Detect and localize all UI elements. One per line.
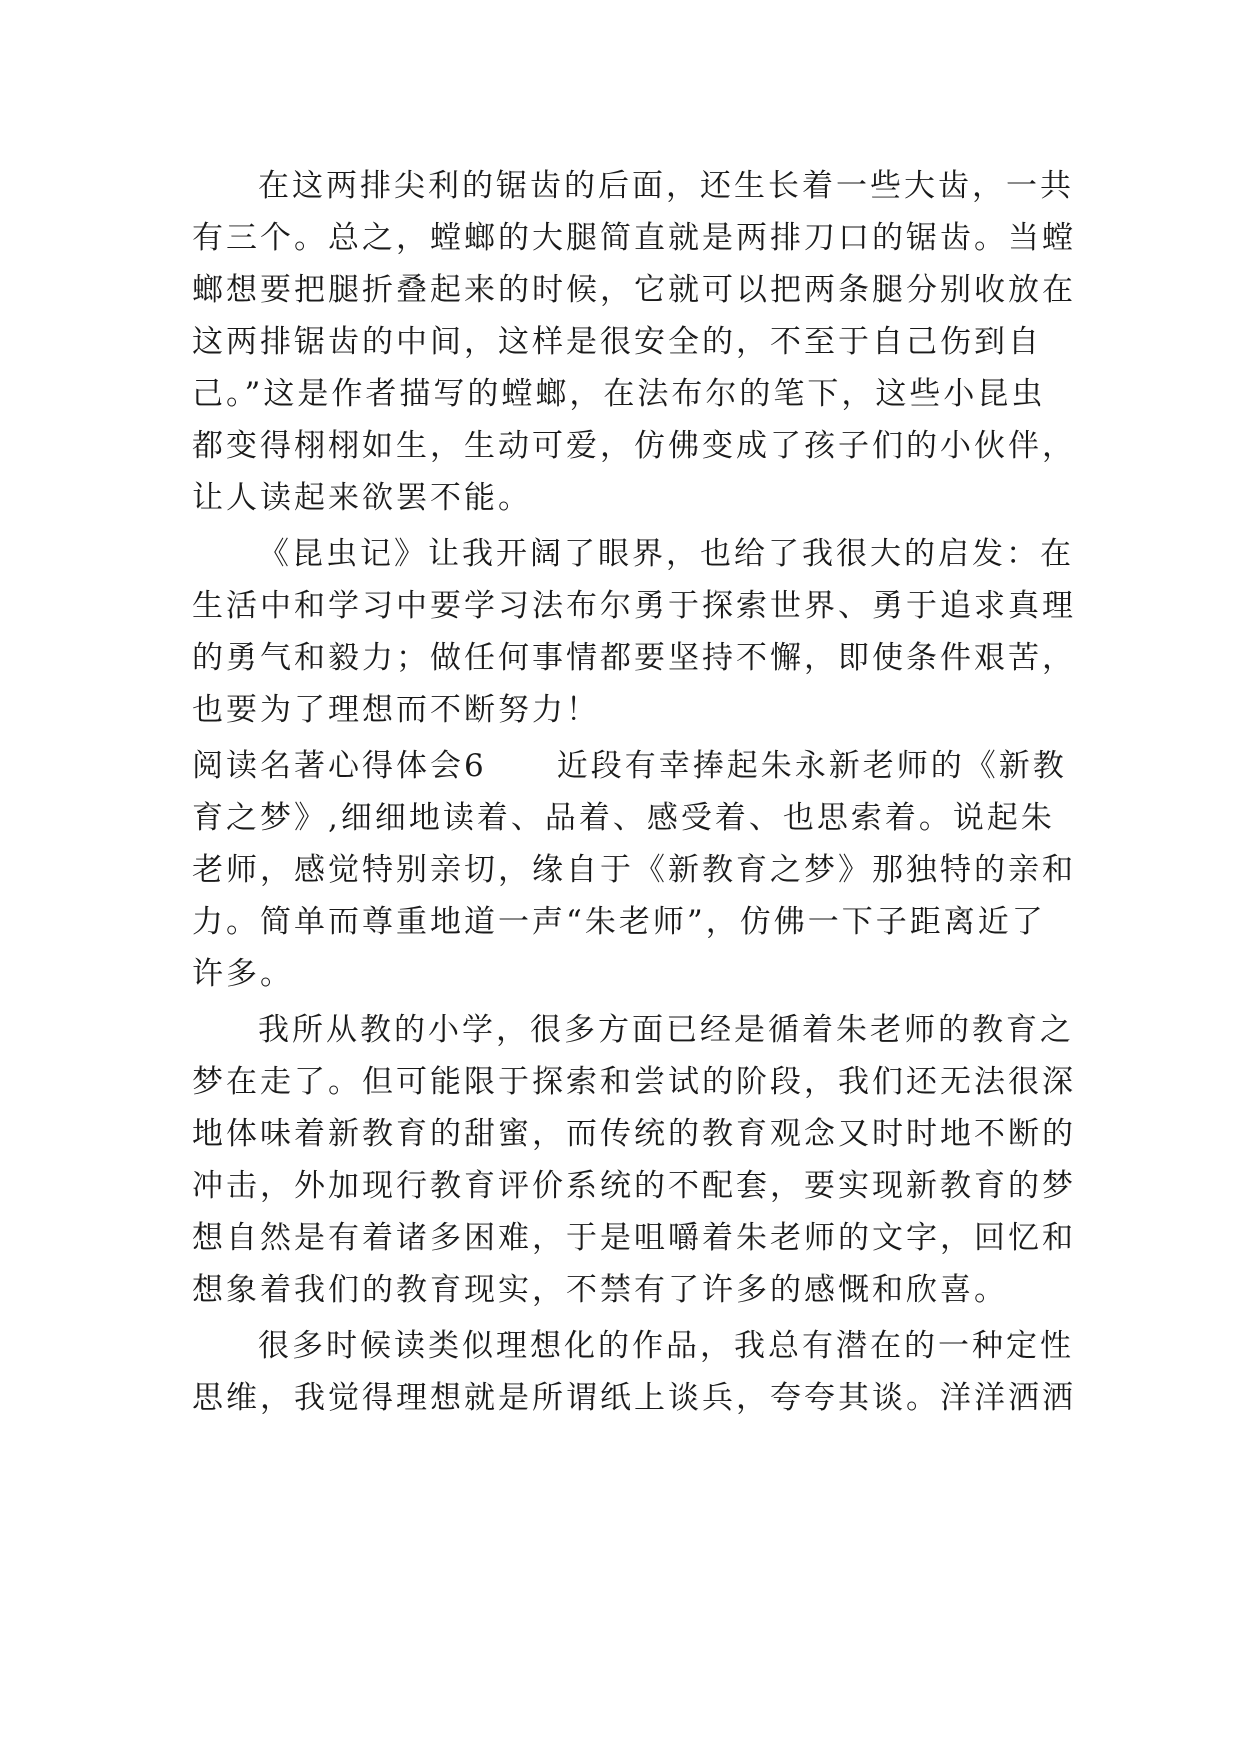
text-line: 这两排锯齿的中间，这样是很安全的，不至于自己伤到自 (192, 324, 1042, 360)
paragraph (192, 1320, 1076, 1424)
paragraph (192, 160, 1076, 524)
text-line: 很多时候读类似理想化的作品，我总有潜在的一种定性 (258, 1328, 1074, 1364)
text-line: 冲击，外加现行教育评价系统的不配套，要实现新教育的梦 (192, 1168, 1076, 1204)
text-line: 想象着我们的教育现实，不禁有了许多的感慨和欣喜。 (192, 1272, 1008, 1308)
text-line: 都变得栩栩如生，生动可爱，仿佛变成了孩子们的小伙伴， (192, 428, 1076, 464)
text-line: 老师，感觉特别亲切，缘自于《新教育之梦》那独特的亲和 (192, 852, 1076, 888)
text-line: 想自然是有着诸多困难，于是咀嚼着朱老师的文字，回忆和 (192, 1220, 1076, 1256)
text-line: 螂想要把腿折叠起来的时候，它就可以把两条腿分别收放在 (192, 272, 1076, 308)
text-line: 许多。 (192, 956, 294, 992)
section-heading-row (192, 740, 1072, 792)
text-line: 《昆虫记》让我开阔了眼界，也给了我很大的启发：在 (258, 536, 1074, 572)
text-line: 的勇气和毅力；做任何事情都要坚持不懈，即使条件艰苦， (192, 640, 1076, 676)
text-line: 育之梦》,细细地读着、品着、感受着、也思索着。说起朱 (192, 800, 1055, 836)
document-body (192, 160, 1076, 1428)
text-line: 近段有幸捧起朱永新老师的《新教 (556, 748, 1067, 784)
text-line: 也要为了理想而不断努力！ (192, 692, 600, 728)
section-title: 阅读名著心得体会6 (192, 748, 487, 784)
text-line: 力。简单而尊重地道一声“朱老师”，仿佛一下子距离近了 (192, 904, 1046, 940)
text-line: 生活中和学习中要学习法布尔勇于探索世界、勇于追求真理 (192, 588, 1076, 624)
paragraph (192, 1004, 1076, 1316)
text-line: 思维，我觉得理想就是所谓纸上谈兵，夸夸其谈。洋洋洒洒 (192, 1380, 1076, 1416)
section (192, 740, 1076, 1000)
text-line: 有三个。总之，螳螂的大腿简直就是两排刀口的锯齿。当螳 (192, 220, 1076, 256)
text-line: 梦在走了。但可能限于探索和尝试的阶段，我们还无法很深 (192, 1064, 1076, 1100)
text-line: 地体味着新教育的甜蜜，而传统的教育观念又时时地不断的 (192, 1116, 1076, 1152)
text-line: 我所从教的小学，很多方面已经是循着朱老师的教育之 (258, 1012, 1074, 1048)
paragraph (192, 528, 1076, 736)
text-line: 己。”这是作者描写的螳螂，在法布尔的笔下，这些小昆虫 (192, 376, 1046, 412)
text-line: 在这两排尖利的锯齿的后面，还生长着一些大齿，一共 (258, 168, 1074, 204)
text-line: 让人读起来欲罢不能。 (192, 480, 532, 516)
